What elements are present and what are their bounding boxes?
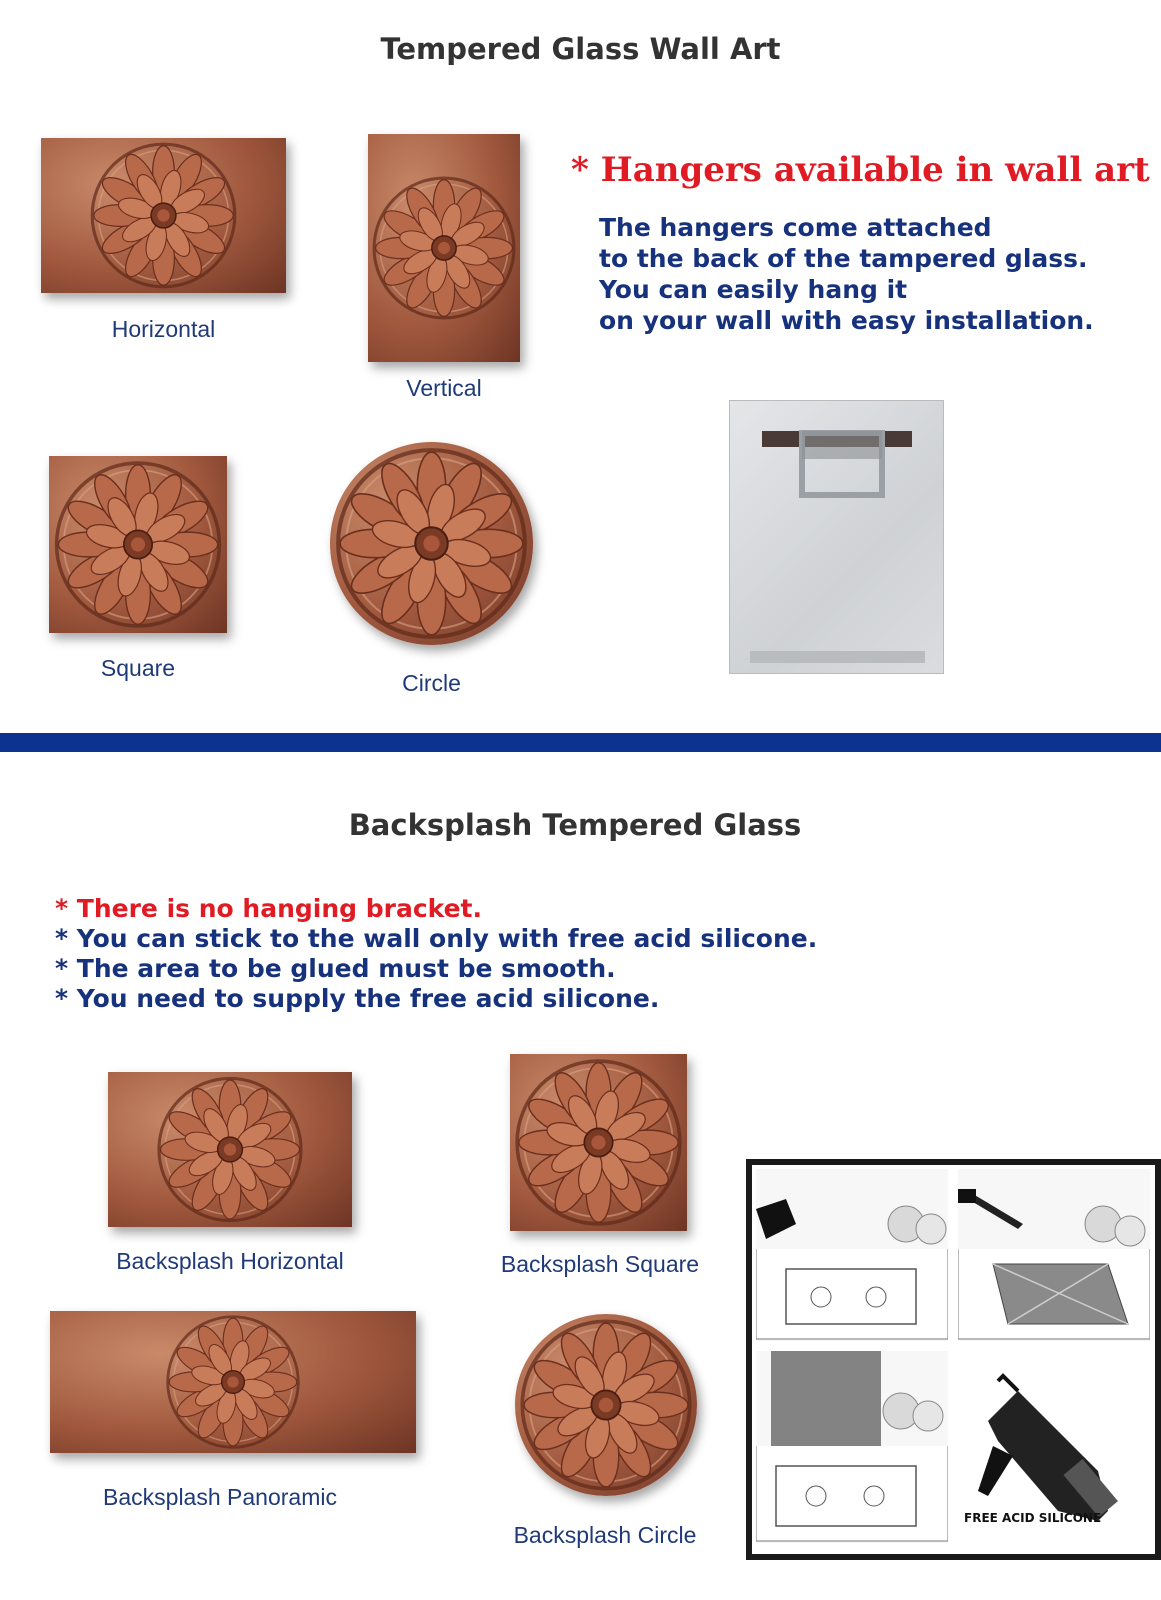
bullet-supply-silicone: * You need to supply the free acid silicone. (55, 984, 660, 1013)
backsplash-title: Backsplash Tempered Glass (348, 808, 802, 842)
vertical-caption: Vertical (406, 375, 482, 401)
horizontal-art-image (41, 138, 286, 293)
backsplash-square-caption: Backsplash Square (500, 1251, 700, 1277)
circle-caption: Circle (402, 670, 461, 696)
backsplash-horizontal-image (108, 1072, 352, 1227)
hanger-icon (730, 401, 943, 673)
step-place-panel (756, 1169, 948, 1341)
bullet-no-bracket: * There is no hanging bracket. (55, 894, 483, 923)
square-caption: Square (100, 655, 176, 681)
hangers-line-2: to the back of the tampered glass. (599, 244, 1088, 273)
hangers-line-4: on your wall with easy installation. (599, 306, 1094, 335)
silicone-gun-panel (958, 1351, 1150, 1543)
backsplash-panoramic-image (50, 1311, 416, 1453)
hanger-photo (729, 400, 944, 674)
backsplash-bullets (55, 894, 817, 1014)
hangers-line-1: The hangers come attached (599, 213, 992, 242)
bullet-silicone: * You can stick to the wall only with free acid silicone. (55, 924, 818, 953)
section-divider (0, 733, 1161, 752)
installation-steps-diagram (746, 1159, 1161, 1560)
silicone-label: FREE ACID SILICONE (964, 1511, 1102, 1525)
wall-art-title: Tempered Glass Wall Art (380, 32, 781, 66)
backsplash-circle-image (515, 1314, 697, 1496)
bullet-smooth-area: * The area to be glued must be smooth. (55, 954, 616, 983)
square-art-image (49, 456, 227, 633)
backsplash-horizontal-caption: Backsplash Horizontal (116, 1248, 344, 1274)
backsplash-panoramic-caption: Backsplash Panoramic (103, 1484, 337, 1510)
backsplash-circle-caption: Backsplash Circle (513, 1522, 697, 1548)
horizontal-caption: Horizontal (111, 316, 216, 342)
backsplash-square-image (510, 1054, 687, 1231)
hangers-description (599, 212, 1094, 336)
hangers-heading: * Hangers available in wall art (571, 150, 1150, 190)
step-mounted-panel (756, 1351, 948, 1543)
circle-art-image (330, 442, 533, 645)
vertical-art-image (368, 134, 520, 362)
step-silicone-panel (958, 1169, 1150, 1341)
hangers-line-3: You can easily hang it (599, 275, 908, 304)
